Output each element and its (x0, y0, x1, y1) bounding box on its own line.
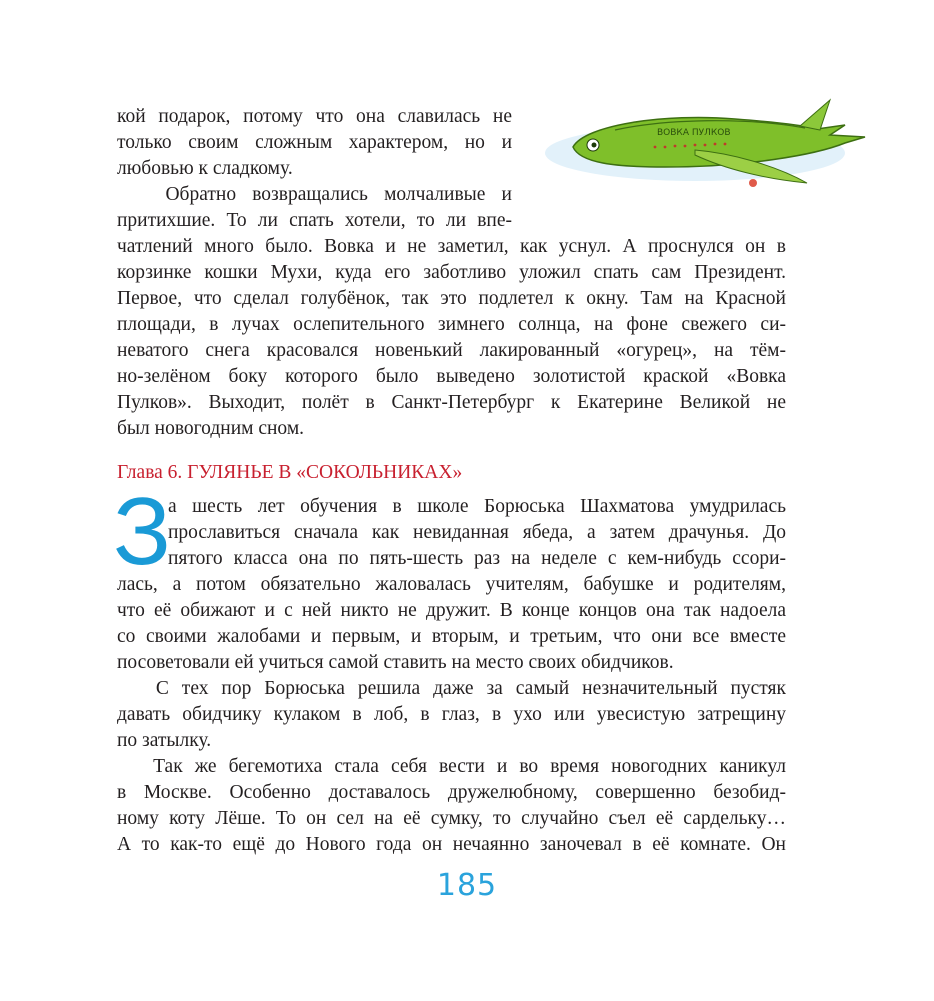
text-line: прославиться сначала как невиданная ябеда, а затем драчунья. До (168, 522, 786, 543)
text-line: А то как-то ещё до Нового года он нечаянно заночевал в её комнате. Он (117, 834, 786, 855)
text-line: притихшие. То ли спать хотели, то ли впе- (117, 210, 512, 231)
text-line: что её обижают и с ней никто не дружит. В конце концов она так надоела (117, 600, 786, 621)
plane-inscription: ВОВКА ПУЛКОВ (657, 128, 731, 138)
text-line: только своим сложным характером, но и (117, 132, 512, 153)
text-line: был новогодним сном. (117, 418, 305, 439)
text-line: Пулков». Выходит, полёт в Санкт-Петербург к Екатерине Великой не (117, 392, 786, 413)
chapter-title: Глава 6. ГУЛЯНЬЕ В «СОКОЛЬНИКАХ» (117, 462, 463, 483)
text-line: лась, а потом обязательно жаловалась учителям, бабушке и родителям, (117, 574, 786, 595)
text-line: корзинке кошки Мухи, куда его заботливо уложил спать сам Президент. (117, 262, 786, 283)
text-line: С тех пор Борюська решила даже за самый незначительный пустяк (117, 678, 786, 699)
text-line: а шесть лет обучения в школе Борюська Шахматова умудрилась (168, 496, 786, 517)
text-line: неватого снега красовался новенький лакированный «огурец», на тём- (117, 340, 786, 361)
text-line: Обратно возвращались молчаливые и (117, 184, 512, 205)
text-line: площади, в лучах ослепительного зимнего солнца, на фоне свежего си- (117, 314, 786, 335)
text-line: кой подарок, потому что она славилась не (117, 106, 512, 127)
text-line: со своими жалобами и первым, и вторым, и третьим, что они все вместе (117, 626, 786, 647)
page-number: 185 (436, 868, 498, 903)
cucumber-plane-illustration (545, 95, 870, 195)
text-line: давать обидчику кулаком в лоб, в глаз, в ухо или увесистую затрещину (117, 704, 786, 725)
text-line: любовью к сладкому. (117, 158, 293, 179)
text-line: в Москве. Особенно доставалось дружелюбному, совершенно безобид- (117, 782, 786, 803)
text-line: Первое, что сделал голубёнок, так это подлетел к окну. Там на Красной (117, 288, 786, 309)
text-line: чатлений много было. Вовка и не заметил, как уснул. А проснулся он в (117, 236, 786, 257)
text-line: по затылку. (117, 730, 212, 751)
text-line: Так же бегемотиха стала себя вести и во время новогодних каникул (117, 756, 786, 777)
text-line: ному коту Лёше. То он сел на её сумку, то случайно съел её сардельку… (117, 808, 786, 829)
text-line: пятого класса она по пять-шесть раз на неделе с кем-нибудь ссори- (168, 548, 786, 569)
drop-cap: З (113, 478, 171, 585)
text-line: но-зелёном боку которого было выведено золотистой краской «Вовка (117, 366, 786, 387)
text-line: посоветовали ей учиться самой ставить на место своих обидчиков. (117, 652, 674, 673)
